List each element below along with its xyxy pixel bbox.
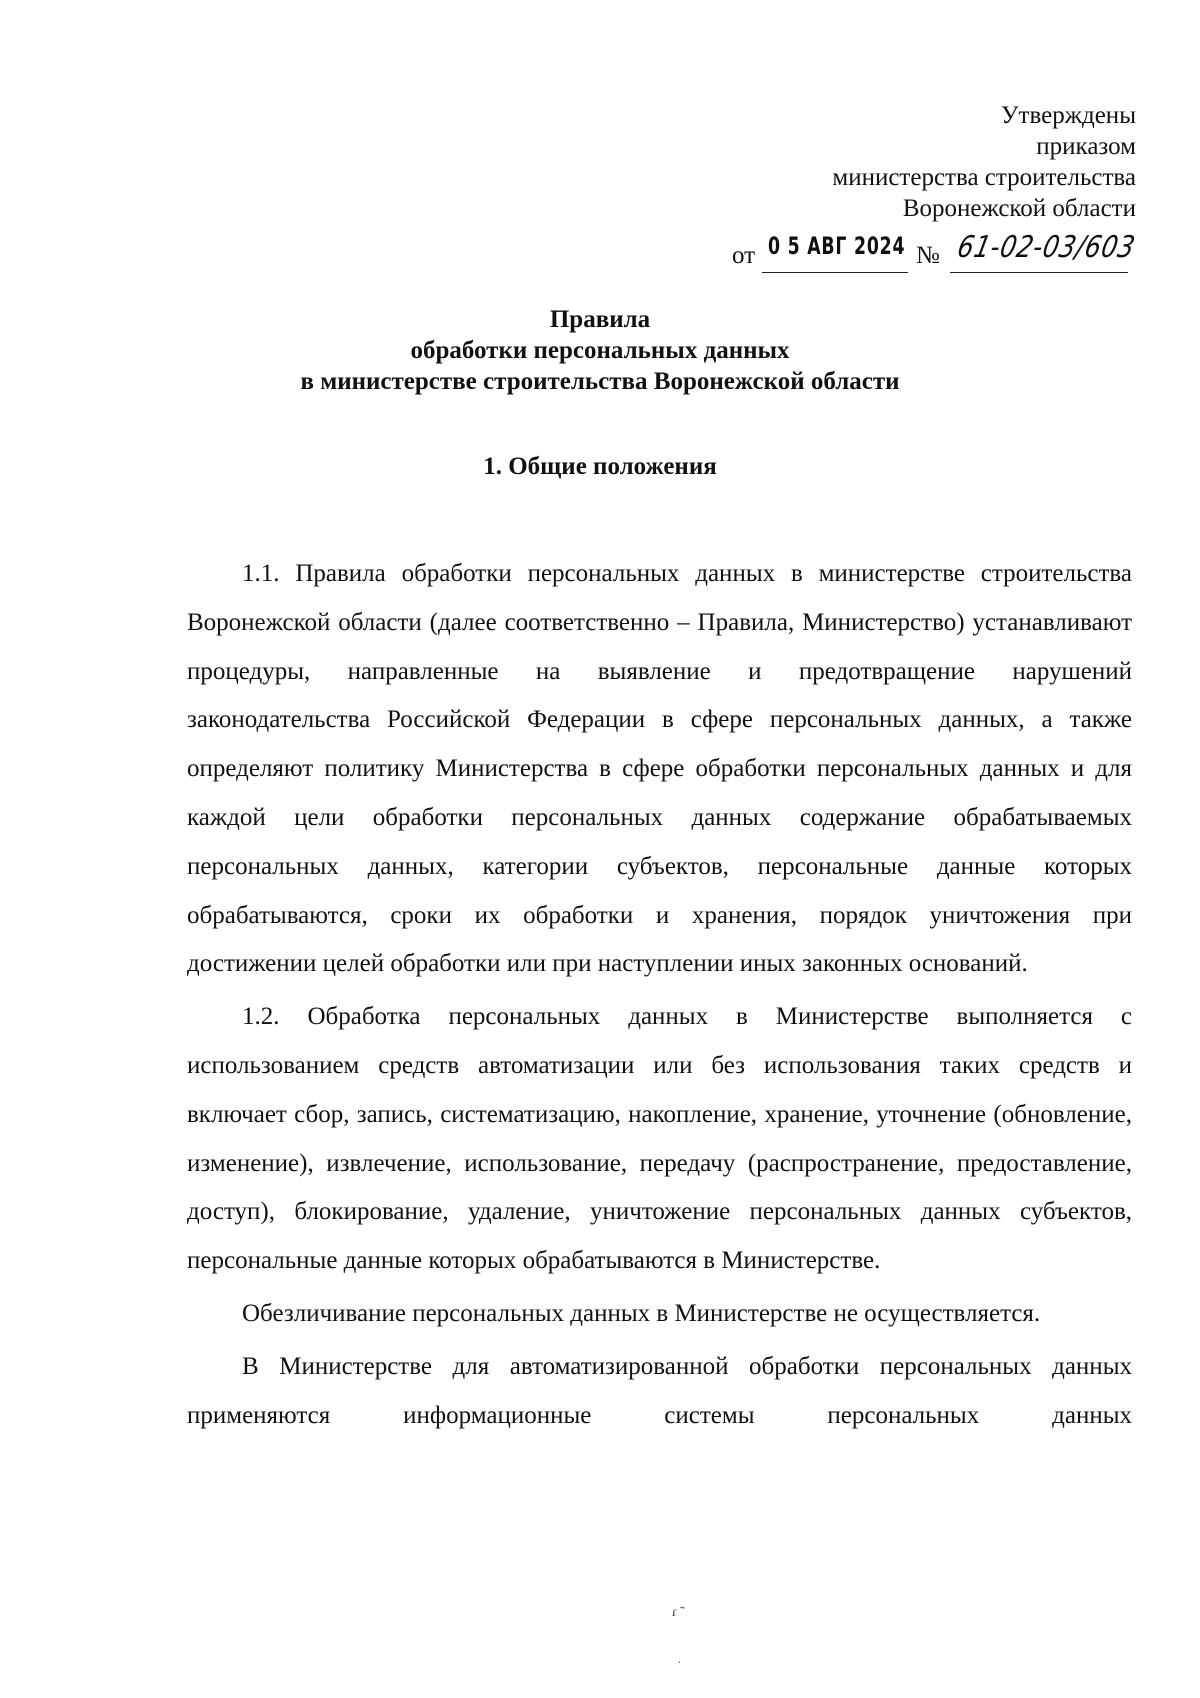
title-line-processing: обработки персональных данных (410, 337, 790, 364)
title-line-rules: Правила (549, 306, 651, 333)
scan-dot: . (678, 1655, 681, 1666)
title-line-ministry: в министерстве строительства Воронежской области (300, 368, 900, 395)
order-date-number-line (732, 230, 1139, 278)
number-sign-label: № (916, 242, 940, 269)
document-title (0, 304, 1200, 397)
date-stamp: 0 5 АВГ 2024 (768, 232, 906, 260)
approval-line-ministry: министерства строительства (832, 164, 1136, 191)
paragraph-information-systems: В Министерстве для автоматизированной обработки персональных данных применяются информационные системы персональных данных (187, 1352, 1132, 1429)
paragraph-1-2: 1.2. Обработка персональных данных в Министерстве выполняется с использованием средств автоматизации или без использования таких средств и включает сбор, запись, систематизацию, накопление, хранение, уточнение (обновление, изменение), извлечение, использование, передачу (распространение, предоставление, доступ), блокирование, удаление, уничтожение персональных данных субъектов, персональные данные которых обрабатываются в Министерстве. (187, 1003, 1132, 1275)
approval-line-approved: Утверждены (1000, 102, 1136, 129)
scan-marks: ɾ ˜ (672, 1605, 685, 1620)
section-body (187, 550, 1132, 1440)
approval-line-order: приказом (1036, 133, 1136, 160)
section-heading: 1. Общие положения (483, 453, 717, 480)
paragraph-1-1: 1.1. Правила обработки персональных данных в министерстве строительства Воронежской области (далее соответственно – Правила, Министерство) устанавливают процедуры, направленные на выявление и предотвращение нарушений законодательства Российской Федерации в сфере персональных данных, а также определяют политику Министерства в сфере обработки персональных данных и для каждой цели обработки персональных данных содержание обрабатываемых персональных данных, категории субъектов, персональные данные которых обрабатываются, сроки их обработки и хранения, порядок уничтожения при достижении целей обработки или при наступлении иных законных оснований. (187, 560, 1132, 978)
approval-block (636, 100, 1136, 224)
handwritten-order-number: 61-02-03/603 (954, 230, 1139, 265)
from-label: от (732, 242, 756, 269)
approval-line-region: Воронежской области (902, 195, 1136, 222)
paragraph-anonymization: Обезличивание персональных данных в Министерстве не осуществляется. (242, 1299, 1041, 1327)
